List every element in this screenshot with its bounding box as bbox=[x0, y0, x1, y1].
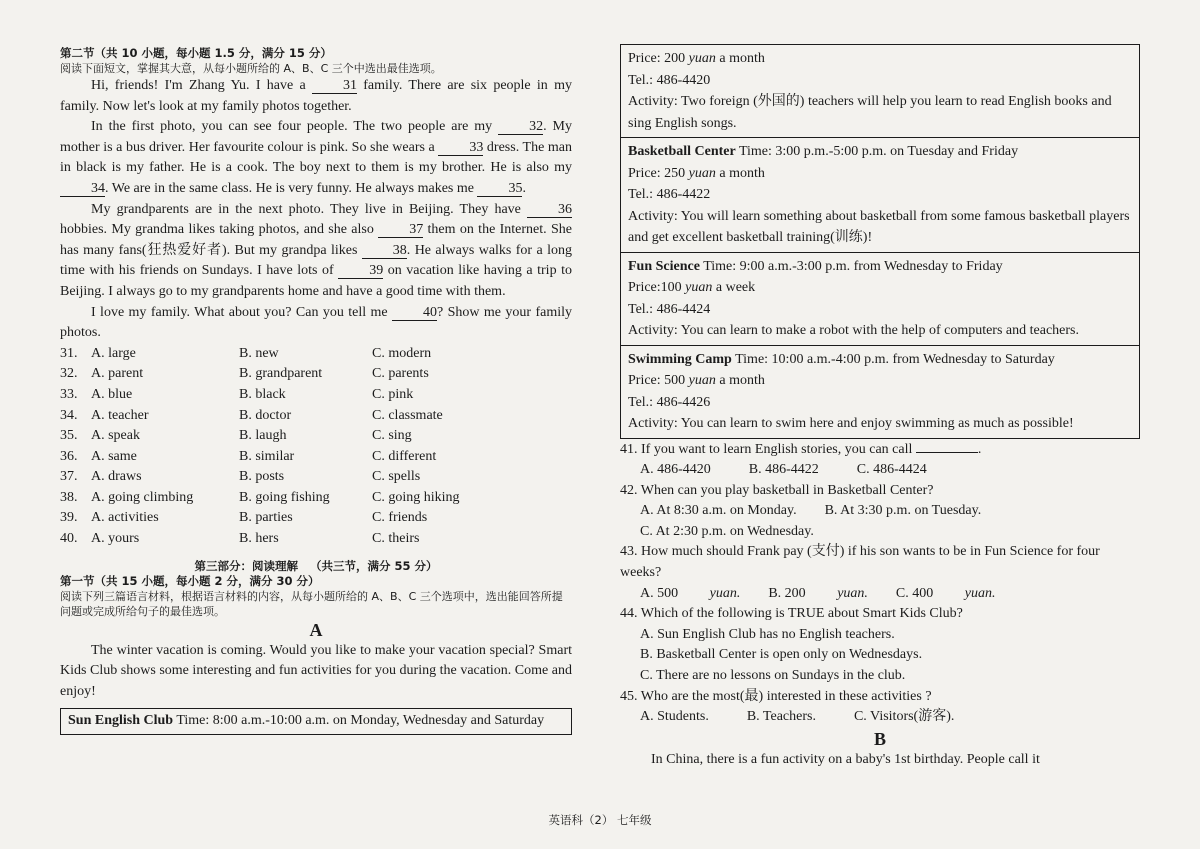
club-time: Time: 9:00 a.m.-3:00 p.m. from Wednesday to Friday bbox=[699, 258, 1003, 274]
club-activity: Activity: You will learn something about basketball from some famous basketball players and get excellent basketball training(训练)! bbox=[628, 208, 1130, 245]
option-a[interactable]: A. 500 yuan. bbox=[640, 585, 741, 601]
option-b[interactable]: B. At 3:30 p.m. on Tuesday. bbox=[824, 503, 982, 519]
option-a[interactable]: A. blue bbox=[91, 386, 133, 402]
question-45: 45. Who are the most(最) interested in these activities ? bbox=[620, 688, 932, 704]
question-45-options bbox=[620, 707, 1140, 728]
club-fun-science bbox=[621, 253, 1139, 346]
club-tel: Tel.: 486-4422 bbox=[628, 187, 711, 202]
option-b[interactable]: B. hers bbox=[239, 531, 279, 547]
option-b[interactable]: B. similar bbox=[239, 448, 295, 464]
option-a[interactable]: A. large bbox=[91, 345, 136, 361]
clubs-table bbox=[620, 44, 1140, 439]
section2-header: 第二节（共 10 小题，每小题 1.5 分，满分 15 分） bbox=[60, 46, 332, 60]
club-price: Price:100 yuan a week bbox=[628, 280, 756, 295]
option-c[interactable]: C. sing bbox=[372, 428, 412, 444]
passage-b-intro: In China, there is a fun activity on a baby's 1st birthday. People call it bbox=[651, 751, 1040, 767]
club-name: Sun English Club bbox=[68, 713, 174, 729]
answer-blank[interactable] bbox=[916, 440, 978, 453]
cloze-paragraph-3: My grandparents are in the next photo. They live in Beijing. They have 36 hobbies. My grandma likes taking photos, and she also 37 them on the Internet. She has many fans(狂热爱好者). But my grandpa likes 38. He always walks for a long time with his friends on Sundays. I have lots of 39 on vacation like having a trip to Beijing. I always go to my grandparents home and have a good time with them. bbox=[60, 201, 572, 299]
option-a[interactable]: A. same bbox=[91, 448, 137, 464]
club-time: Time: 8:00 a.m.-10:00 a.m. on Monday, Wednesday and Saturday bbox=[173, 713, 545, 729]
option-b[interactable]: B. going fishing bbox=[239, 489, 330, 505]
question-44-option-b bbox=[620, 645, 1140, 666]
part3-section1-header: 第一节（共 15 小题，每小题 2 分，满分 30 分） bbox=[60, 573, 320, 588]
club-tel: Tel.: 486-4424 bbox=[628, 301, 711, 317]
part3-section1-instruction: 阅读下列三篇语言材料，根据语言材料的内容，从每小题所给的 A、B、C 三个选项中，选出能回答所提问题或完成所给句子的最佳选项。 bbox=[60, 589, 563, 618]
right-column bbox=[620, 44, 1140, 770]
question-42-options-2 bbox=[620, 522, 1140, 543]
club-tel: Tel.: 486-4426 bbox=[628, 394, 711, 410]
option-b[interactable]: B. parties bbox=[239, 510, 293, 526]
option-c[interactable]: C. There are no lessons on Sundays in the club. bbox=[640, 668, 906, 684]
club-price: Price: 250 yuan a month bbox=[628, 165, 765, 181]
page-footer: 英语科（2） 七年级 bbox=[548, 813, 652, 827]
club-sun-english-continued bbox=[621, 45, 1139, 138]
option-a[interactable]: A. At 8:30 a.m. on Monday. bbox=[640, 503, 797, 519]
club-time: Time: 3:00 p.m.-5:00 p.m. on Tuesday and Friday bbox=[735, 144, 1019, 159]
club-price: Price: 200 yuan a month bbox=[628, 51, 765, 66]
cloze-paragraph-2: In the first photo, you can see four people. The two people are my 32. My mother is a bus driver. Her favourite colour is pink. So she wears a 33 dress. The man in black is my father. He is a cook. The boy next to them is my brother. He is also my 34. We are in the same class. He is very funny. He always makes me 35. bbox=[60, 119, 572, 196]
option-b[interactable]: B. doctor bbox=[239, 407, 292, 423]
club-price: Price: 500 yuan a month bbox=[628, 373, 765, 388]
question-44-option-c bbox=[620, 666, 1140, 687]
blank-34[interactable]: 34 bbox=[60, 181, 105, 197]
cloze-options bbox=[60, 344, 572, 550]
option-a[interactable]: A. yours bbox=[91, 531, 140, 547]
option-c[interactable]: C. At 2:30 p.m. on Wednesday. bbox=[640, 523, 814, 539]
blank-35[interactable]: 35 bbox=[477, 181, 522, 197]
option-b[interactable]: B. laugh bbox=[239, 428, 287, 444]
question-41-options bbox=[620, 460, 1140, 481]
option-a[interactable]: A. activities bbox=[91, 510, 159, 526]
option-a[interactable]: A. going climbing bbox=[91, 489, 194, 505]
blank-40[interactable]: 40 bbox=[392, 305, 437, 321]
question-41: 41. If you want to learn English stories, you can call . bbox=[620, 441, 982, 457]
blank-37[interactable]: 37 bbox=[378, 222, 423, 238]
option-row-34: 34. A. teacher B. doctor C. classmate bbox=[60, 406, 572, 427]
blank-31[interactable]: 31 bbox=[312, 78, 357, 94]
part3-title: 第三部分：阅读理解 （共三节，满分 55 分） bbox=[194, 558, 438, 573]
option-c[interactable]: C. theirs bbox=[372, 531, 420, 547]
option-row-39: 39. A. activities B. parties C. friends bbox=[60, 508, 572, 529]
blank-32[interactable]: 32 bbox=[498, 119, 543, 135]
club-activity: Activity: You can learn to swim here and enjoy swimming as much as possible! bbox=[628, 416, 1074, 431]
option-b[interactable]: B. grandparent bbox=[239, 366, 323, 382]
option-row-40: 40. A. yours B. hers C. theirs bbox=[60, 529, 572, 550]
option-b[interactable]: B. Teachers. bbox=[746, 709, 816, 725]
option-a[interactable]: A. 486-4420 bbox=[640, 462, 711, 478]
club-name: Swimming Camp bbox=[628, 351, 732, 367]
option-a[interactable]: A. teacher bbox=[91, 407, 149, 423]
question-44-option-a bbox=[620, 625, 1140, 646]
option-b[interactable]: B. black bbox=[239, 386, 286, 402]
question-42: 42. When can you play basketball in Basketball Center? bbox=[620, 482, 934, 498]
option-c[interactable]: C. 400 yuan. bbox=[895, 585, 996, 601]
option-c[interactable]: C. modern bbox=[372, 345, 432, 361]
club-activity: Activity: You can learn to make a robot with the help of computers and teachers. bbox=[628, 323, 1079, 338]
club-sun-english-header bbox=[60, 708, 572, 735]
cloze-paragraph-1: Hi, friends! I'm Zhang Yu. I have a 31 family. There are six people in my family. Now let's look at my family photos together. bbox=[60, 78, 572, 114]
option-c[interactable]: C. parents bbox=[372, 366, 429, 382]
club-swimming-camp bbox=[621, 346, 1139, 438]
option-a[interactable]: A. Students. bbox=[640, 709, 709, 725]
club-basketball-center bbox=[621, 138, 1139, 253]
cloze-paragraph-4: I love my family. What about you? Can you tell me 40? Show me your family photos. bbox=[60, 304, 572, 341]
option-row-38: 38. A. going climbing B. going fishing C. going hiking bbox=[60, 488, 572, 509]
option-b[interactable]: B. 200 yuan. bbox=[768, 585, 868, 601]
option-row-31: 31. A. large B. new C. modern bbox=[60, 344, 572, 365]
question-43-options bbox=[620, 584, 1140, 605]
reading-questions bbox=[620, 440, 1140, 728]
option-c[interactable]: C. spells bbox=[372, 469, 421, 485]
option-c[interactable]: C. classmate bbox=[372, 407, 443, 423]
option-c[interactable]: C. 486-4424 bbox=[856, 462, 927, 478]
club-name: Basketball Center bbox=[628, 144, 736, 159]
club-activity: Activity: Two foreign (外国的) teachers will help you learn to read English books and sing English songs. bbox=[628, 94, 1112, 131]
blank-39[interactable]: 39 bbox=[338, 263, 383, 279]
option-b[interactable]: B. new bbox=[239, 345, 279, 361]
option-row-35: 35. A. speak B. laugh C. sing bbox=[60, 426, 572, 447]
passage-a-intro: The winter vacation is coming. Would you like to make your vacation special? Smart Kids Club shows some interesting and fun activities for you during the vacation. Come and enjoy! bbox=[60, 642, 572, 699]
option-a[interactable]: A. Sun English Club has no English teachers. bbox=[640, 626, 895, 642]
passage-b-letter: B bbox=[873, 728, 886, 749]
left-column bbox=[60, 46, 572, 735]
club-tel: Tel.: 486-4420 bbox=[628, 72, 711, 88]
option-a[interactable]: A. speak bbox=[91, 428, 140, 444]
option-c[interactable]: C. different bbox=[372, 448, 437, 464]
passage-a-letter: A bbox=[309, 619, 323, 640]
option-a[interactable]: A. draws bbox=[91, 469, 142, 485]
blank-38[interactable]: 38 bbox=[362, 243, 407, 259]
option-b[interactable]: B. 486-4422 bbox=[748, 462, 819, 478]
option-a[interactable]: A. parent bbox=[91, 366, 144, 382]
question-42-options bbox=[620, 501, 1140, 522]
blank-36[interactable]: 36 bbox=[527, 202, 572, 218]
question-44: 44. Which of the following is TRUE about Smart Kids Club? bbox=[620, 606, 963, 622]
blank-33[interactable]: 33 bbox=[438, 140, 483, 156]
option-c[interactable]: C. friends bbox=[372, 510, 428, 526]
question-43: 43. How much should Frank pay (支付) if his son wants to be in Fun Science for four weeks? bbox=[620, 544, 1100, 581]
option-row-37: 37. A. draws B. posts C. spells bbox=[60, 467, 572, 488]
option-row-32: 32. A. parent B. grandparent C. parents bbox=[60, 364, 572, 385]
option-b[interactable]: B. posts bbox=[239, 469, 285, 485]
club-name: Fun Science bbox=[628, 258, 700, 274]
club-time: Time: 10:00 a.m.-4:00 p.m. from Wednesday to Saturday bbox=[731, 351, 1055, 367]
option-c[interactable]: C. going hiking bbox=[372, 489, 460, 505]
option-c[interactable]: C. pink bbox=[372, 386, 414, 402]
section2-instruction: 阅读下面短文，掌握其大意，从每小题所给的 A、B、C 三个中选出最佳选项。 bbox=[60, 62, 442, 75]
option-b[interactable]: B. Basketball Center is open only on Wednesdays. bbox=[640, 647, 923, 663]
option-row-36: 36. A. same B. similar C. different bbox=[60, 447, 572, 468]
option-c[interactable]: C. Visitors(游客). bbox=[853, 709, 955, 725]
option-row-33: 33. A. blue B. black C. pink bbox=[60, 385, 572, 406]
